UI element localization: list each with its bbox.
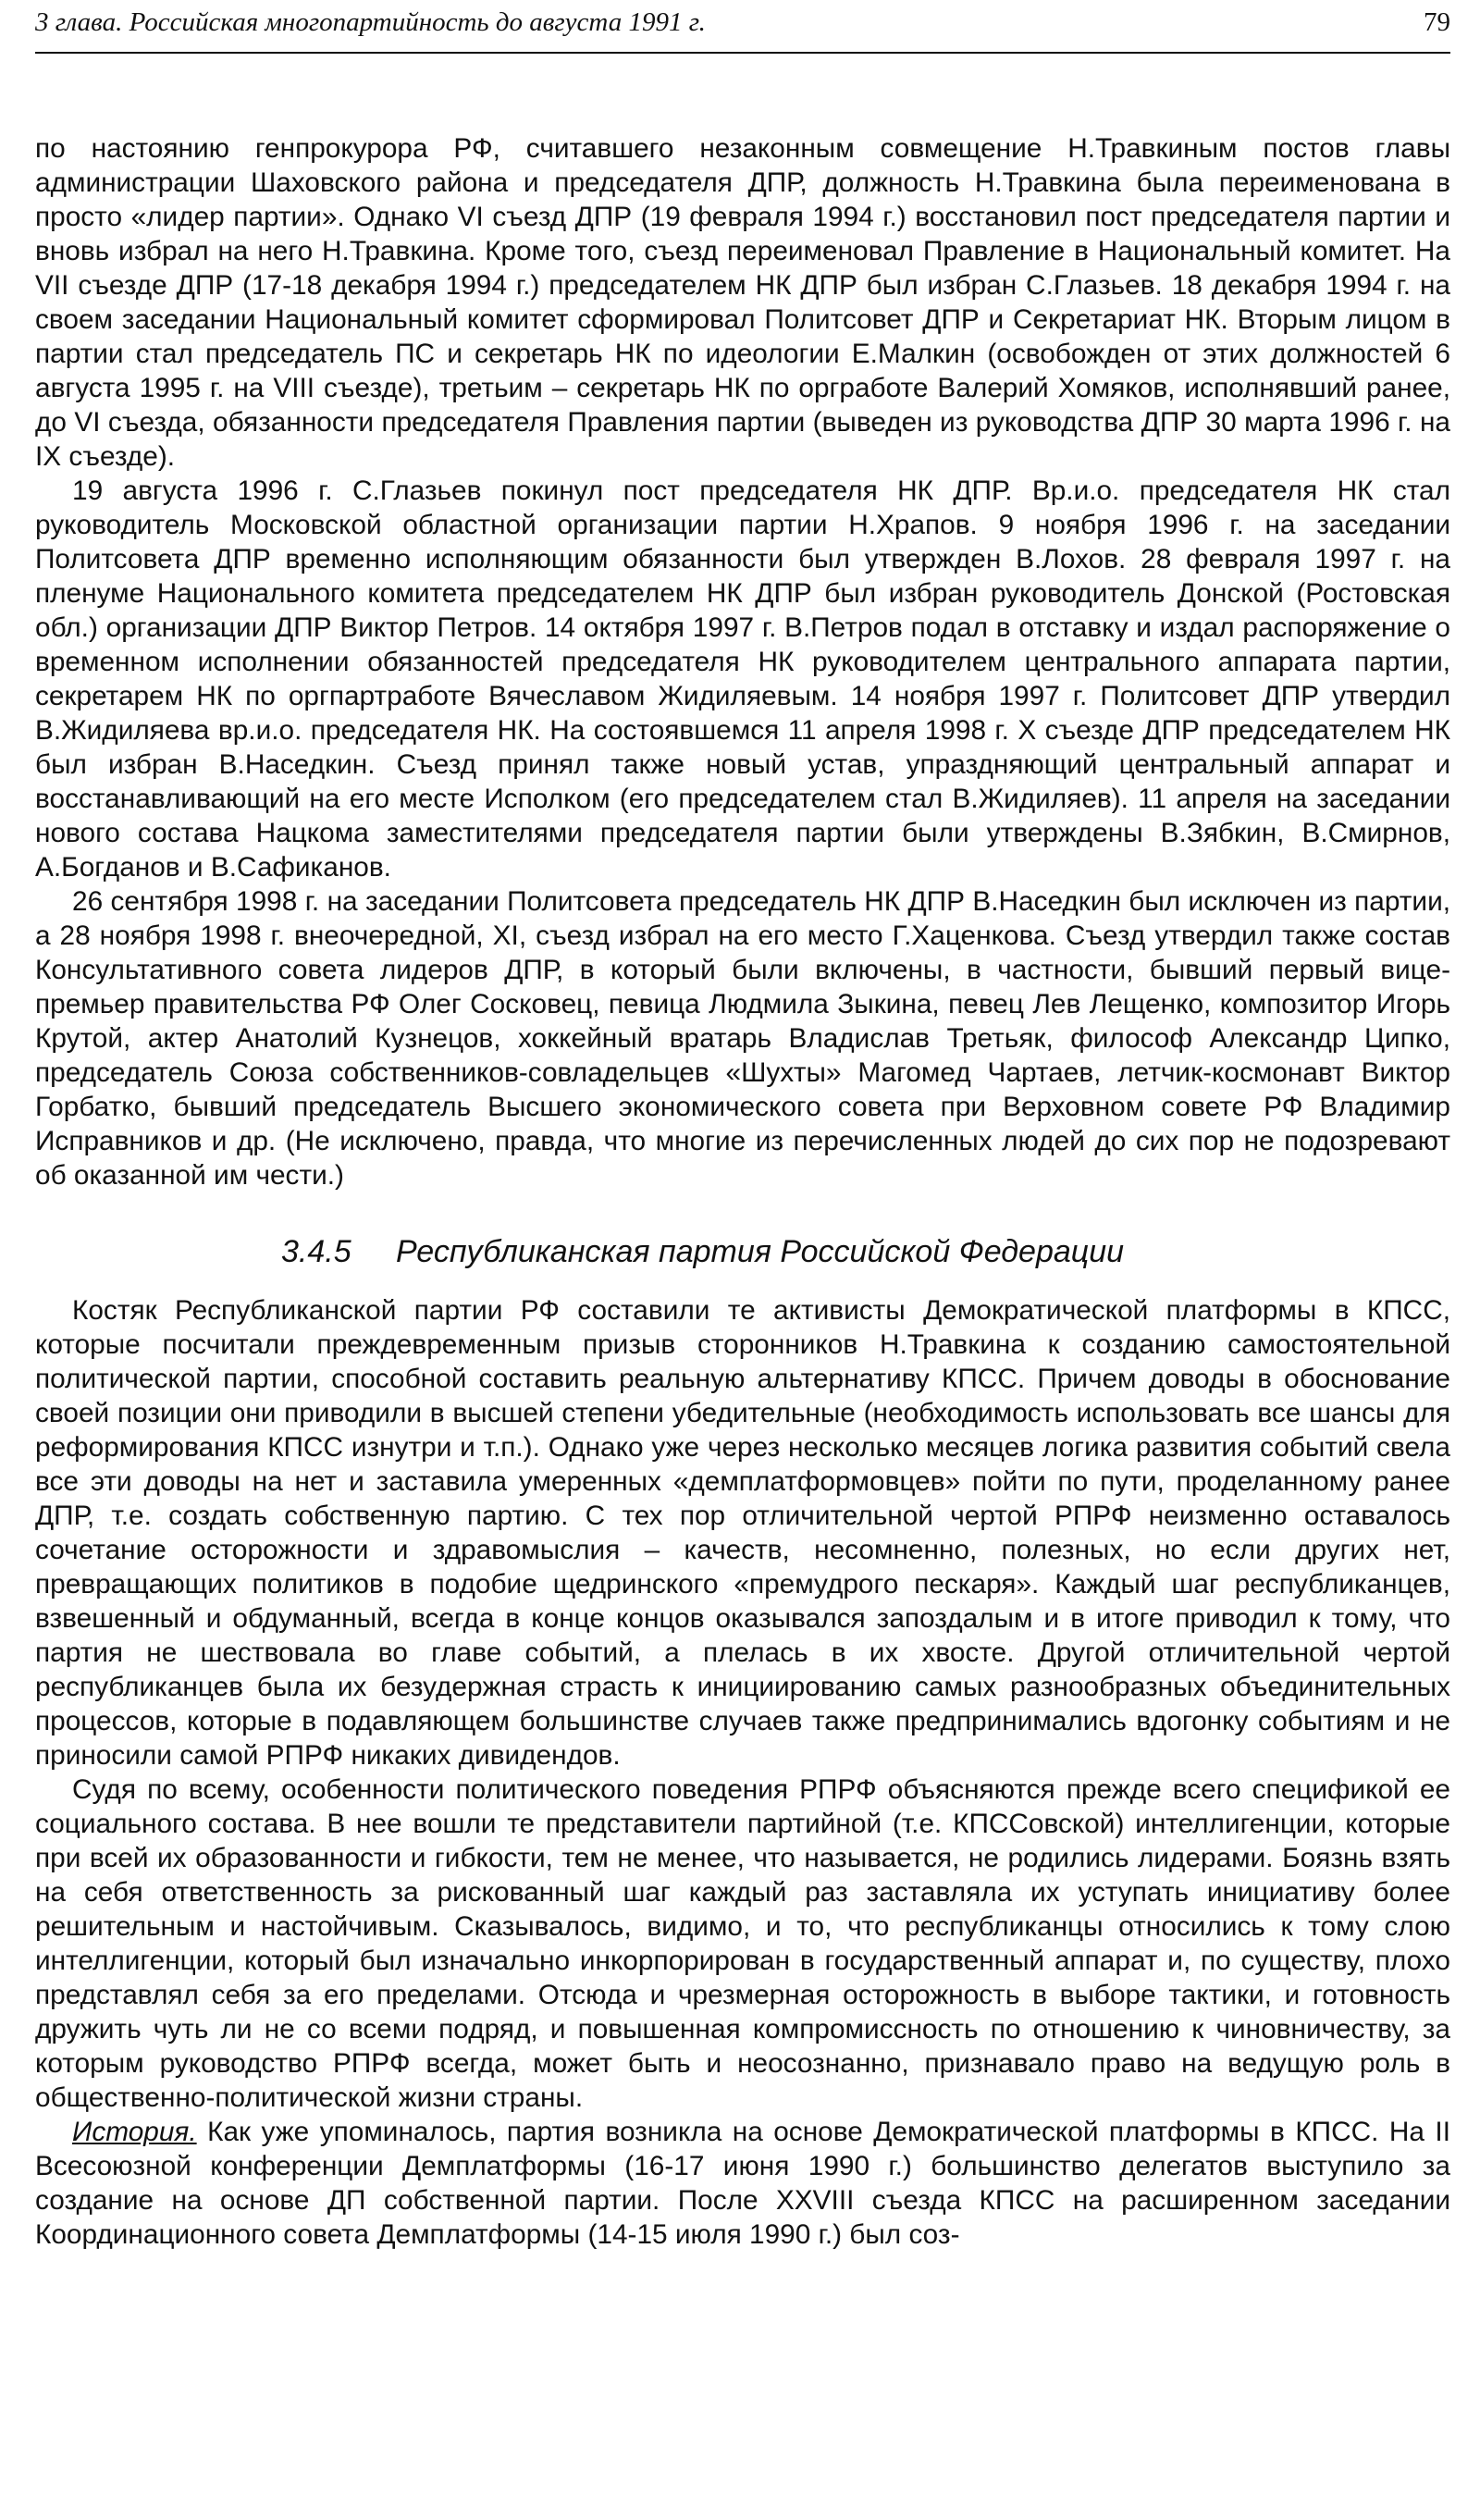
history-lead-term: История. <box>72 2117 197 2147</box>
paragraph: Судя по всему, особенности политического поведения РПРФ объясняются прежде всего спецификой ее социального состава. В нее вошли те представители партийной (т.е. КПССовской) интеллигенции, которые при всей их образованности и гибкости, тем не менее, что называется, не родились лидерами. Боязнь взять на себя ответственность за рискованный шаг каждый раз заставляла их уступать инициативу более решительным и настойчивым. Сказывалось, видимо, и то, что республиканцы относились к тому слою интеллигенции, который был изначально инкорпорирован в государственный аппарат и, по существу, плохо представлял себя за его пределами. Отсюда и чрезмерная осторожность в выборе тактики, и готовность дружить чуть ли не со всеми подряд, и повышенная компромиссность по отношению к чиновничеству, за которым руководство РПРФ всегда, может быть и неосознанно, признавало право на ведущую роль в общественно-политической жизни страны. <box>35 1774 1450 2113</box>
section-number: 3.4.5 <box>281 1234 352 1269</box>
chapter-title: 3 глава. Российская многопартийность до августа 1991 г. <box>35 7 706 37</box>
page-number: 79 <box>1424 7 1450 37</box>
paragraph: 19 августа 1996 г. С.Глазьев покинул пост председателя НК ДПР. Вр.и.о. председателя НК стал руководитель Московской областной организации партии Н.Храпов. 9 ноября 1996 г. на заседании Политсовета ДПР временно исполняющим обязанности был утвержден В.Лохов. 28 февраля 1997 г. на пленуме Национального комитета председателем НК ДПР был избран руководитель Донской (Ростовская обл.) организации ДПР Виктор Петров. 14 октября 1997 г. В.Петров подал в отставку и издал распоряжение о временном исполнении обязанностей председателя НК руководителем центрального аппарата партии, секретарем НК по оргпартработе Вячеславом Жидиляевым. 14 ноября 1997 г. Политсовет ДПР утвердил В.Жидиляева вр.и.о. председателя НК. На состоявшемся 11 апреля 1998 г. X съезде ДПР председателем НК был избран В.Наседкин. Съезд принял также новый устав, упраздняющий центральный аппарат и восстанавливающий на его месте Исполком (его председателем стал В.Жидиляев). 11 апреля на заседании нового состава Нацкома заместителями председателя партии были утверждены В.Зябкин, В.Смирнов, А.Богданов и В.Сафиканов. <box>35 476 1450 883</box>
document-page <box>35 0 1450 2252</box>
paragraph-history <box>35 2115 1450 2252</box>
paragraph: по настоянию генпрокурора РФ, считавшего незаконным совмещение Н.Травкиным постов главы администрации Шаховского района и председателя ДПР, должность Н.Травкина была переименована в просто «лидер партии». Однако VI съезд ДПР (19 февраля 1994 г.) восстановил пост председателя партии и вновь избрал на него Н.Травкина. Кроме того, съезд переименовал Правление в Национальный комитет. На VII съезде ДПР (17-18 декабря 1994 г.) председателем НК ДПР был избран С.Глазьев. 18 декабря 1994 г. на своем заседании Национальный комитет сформировал Политсовет ДПР и Секретариат НК. Вторым лицом в партии стал председатель ПС и секретарь НК по идеологии Е.Малкин (освобожден от этих должностей 6 августа 1995 г. на VIII съезде), третьим – секретарь НК по оргработе Валерий Хомяков, исполнявший ранее, до VI съезда, обязанности председателя Правления партии (выведен из руководства ДПР 30 марта 1996 г. на IX съезде). <box>35 133 1450 472</box>
section-heading <box>35 1235 1450 1269</box>
paragraph: Костяк Республиканской партии РФ составили те активисты Демократической платформы в КПСС, которые посчитали преждевременным призыв сторонников Н.Травкина к созданию самостоятельной политической партии, способной составить реальную альтернативу КПСС. Причем доводы в обоснование своей позиции они приводили в высшей степени убедительные (необходимость использовать все шансы для реформирования КПСС изнутри и т.п.). Однако уже через несколько месяцев логика развития событий свела все эти доводы на нет и заставила умеренных «демплатформовцев» пойти по пути, проделанному ранее ДПР, т.е. создать собственную партию. С тех пор отличительной чертой РПРФ неизменно оставалось сочетание осторожности и здравомыслия – качеств, несомненно, полезных, но если других нет, превращающих политиков в подобие щедринского «премудрого пескаря». Каждый шаг республиканцев, взвешенный и обдуманный, всегда в конце концов оказывался запоздалым и в итоге приводил к тому, что партия не шествовала во главе событий, а плелась в их хвосте. Другой отличительной чертой республиканцев была их безудержная страсть к инициированию самых разнообразных объединительных процессов, которые в подавляющем большинстве случаев также предпринимались вдогонку событиям и не приносили самой РПРФ никаких дивидендов. <box>35 1295 1450 1771</box>
section-title: Республиканская партия Российской Федерации <box>396 1234 1125 1269</box>
history-text: Как уже упоминалось, партия возникла на основе Демократической платформы в КПСС. На II Всесоюзной конференции Демплатформы (16-17 июня 1990 г.) большинство делегатов выступило за создание на основе ДП собственной партии. После XXVIII съезда КПСС на расширенном заседании Координационного совета Демплатформы (14-15 июля 1990 г.) был соз- <box>35 2117 1450 2250</box>
body-text <box>35 131 1450 2252</box>
running-header <box>35 0 1450 54</box>
paragraph: 26 сентября 1998 г. на заседании Политсовета председатель НК ДПР В.Наседкин был исключен из партии, а 28 ноября 1998 г. внеочередной, XI, съезд избрал на его место Г.Хаценкова. Съезд утвердил также состав Консультативного совета лидеров ДПР, в который были включены, в частности, бывший первый вице-премьер правительства РФ Олег Сосковец, певица Людмила Зыкина, певец Лев Лещенко, композитор Игорь Крутой, актер Анатолий Кузнецов, хоккейный вратарь Владислав Третьяк, философ Александр Ципко, председатель Союза собственников-совладельцев «Шухты» Магомед Чартаев, летчик-космонавт Виктор Горбатко, бывший председатель Высшего экономического совета при Верховном совете РФ Владимир Исправников и др. (Не исключено, правда, что многие из перечисленных людей до сих пор не подозревают об оказанной им чести.) <box>35 886 1450 1191</box>
